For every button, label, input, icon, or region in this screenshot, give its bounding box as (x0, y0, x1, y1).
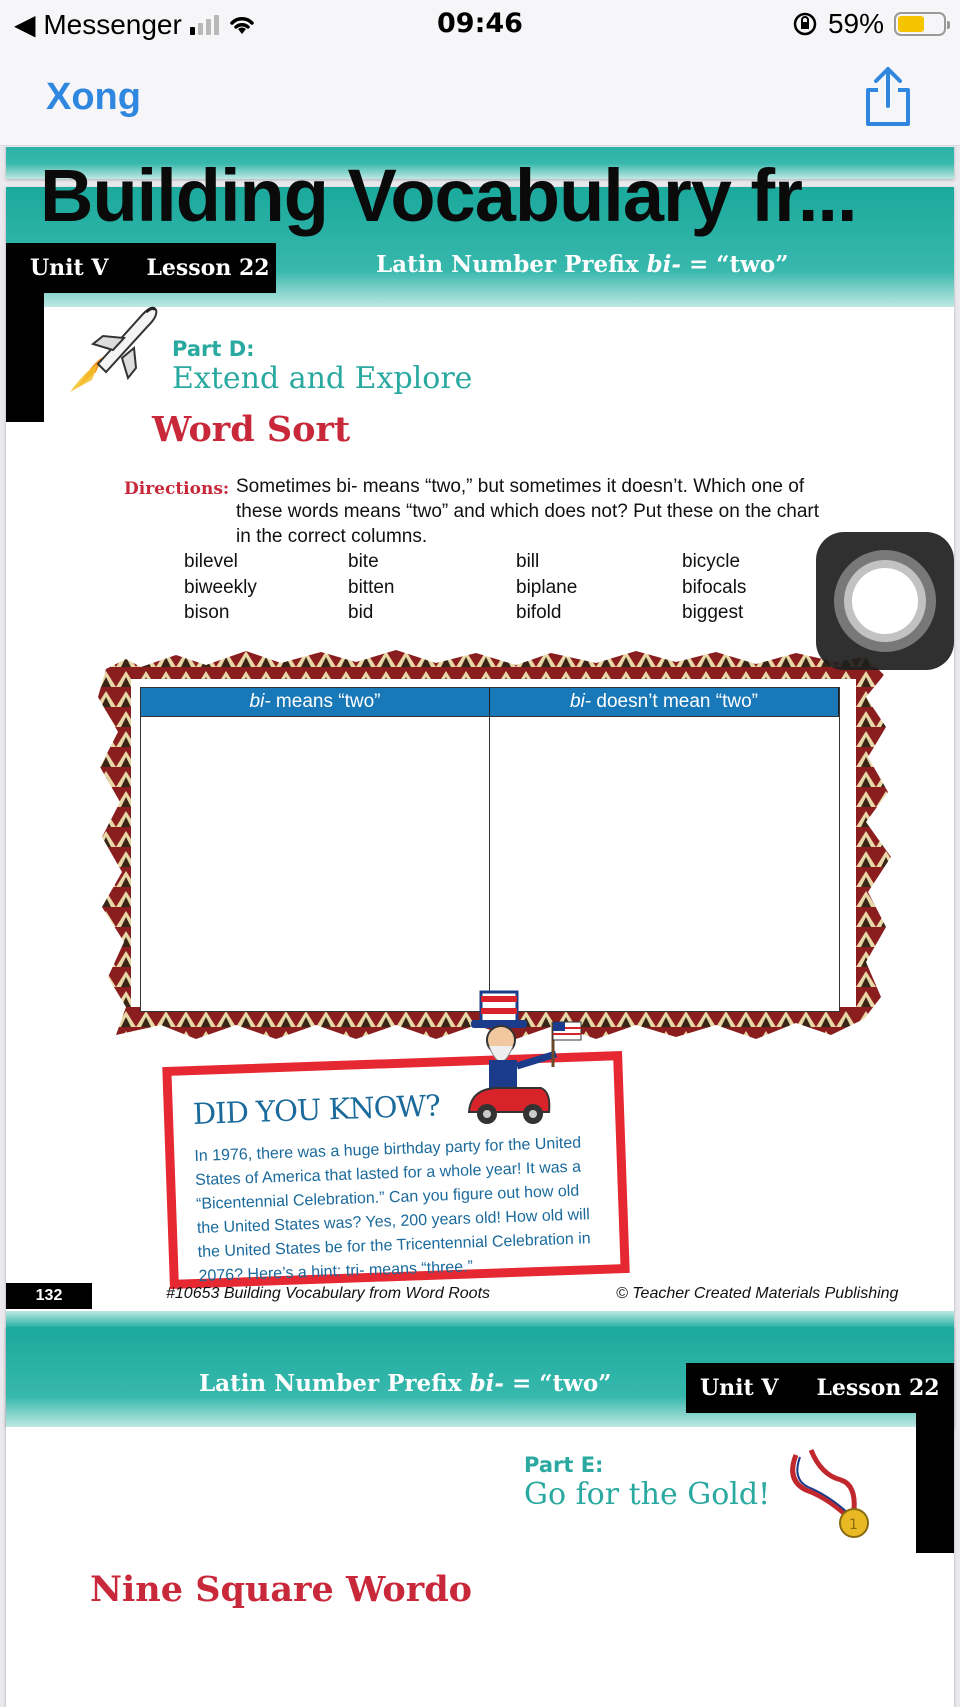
not-two-column[interactable] (490, 716, 839, 1011)
gold-medal-icon (776, 1435, 886, 1545)
column-header-means-two: bi- means “two” (141, 688, 490, 716)
battery-percent: 59% (827, 8, 884, 39)
back-app-label[interactable]: ◀ Messenger (14, 9, 182, 40)
unit-label: Unit V (30, 255, 109, 281)
space-shuttle-icon (58, 292, 168, 402)
word-item: biplane (516, 577, 578, 598)
unit-lesson-box (6, 243, 276, 293)
column-header-not-two: bi- doesn’t mean “two” (490, 688, 839, 716)
right-black-bar (916, 1413, 954, 1553)
left-black-bar (6, 292, 44, 422)
document-viewer[interactable] (0, 147, 960, 1707)
word-sort-chart (140, 687, 840, 1012)
status-time: 09:46 (437, 8, 523, 39)
part-subtitle: Go for the Gold! (524, 1477, 771, 1512)
page-number: 132 (6, 1283, 92, 1309)
did-you-know-title: DID YOU KNOW? (192, 1088, 441, 1132)
lesson-title: Latin Number Prefix bi- = “two” (376, 251, 789, 278)
worksheet-page (6, 187, 954, 1427)
lesson-label: Lesson 22 (146, 255, 270, 281)
word-item: biweekly (184, 577, 257, 598)
assistive-touch-button[interactable] (816, 532, 954, 670)
status-bar (0, 0, 960, 50)
word-item: biggest (682, 602, 744, 623)
word-item: bilevel (184, 551, 238, 572)
svg-text:1: 1 (849, 1517, 858, 1533)
means-two-column[interactable] (141, 716, 490, 1011)
unit-lesson-box (686, 1363, 954, 1413)
lesson-title: Latin Number Prefix bi- = “two” (199, 1370, 612, 1397)
directions-label: Directions: (124, 479, 230, 499)
did-you-know-body: In 1976, there was a huge birthday party for the United States of America that lasted for a whole year! It was a “Bicentennial Celebration.” Can you figure out how old the United States was? Yes, 200 years old! How old will the United States be for the Tricentennial Celebration in 2076? Here’s a hint: tri- means “three.” (194, 1134, 591, 1285)
word-item: bid (348, 602, 374, 623)
word-item: bite (348, 551, 379, 572)
part-label: Part D: (172, 337, 255, 361)
nav-bar (0, 50, 960, 146)
word-item: bicycle (682, 551, 741, 572)
part-subtitle: Extend and Explore (172, 361, 473, 396)
section-title: Word Sort (152, 409, 351, 450)
share-icon[interactable] (862, 66, 914, 128)
word-item: bill (516, 551, 540, 572)
lesson-label: Lesson 22 (816, 1375, 940, 1401)
uncle-sam-illustration (461, 982, 596, 1132)
word-item: bison (184, 602, 230, 623)
word-item: bifocals (682, 577, 747, 598)
unit-label: Unit V (700, 1375, 779, 1401)
orientation-lock-icon (792, 11, 818, 37)
footer-book-title: #10653 Building Vocabulary from Word Roots (166, 1285, 491, 1302)
part-label: Part E: (524, 1453, 604, 1477)
done-button[interactable]: Xong (46, 76, 141, 118)
footer-publisher: © Teacher Created Materials Publishing (616, 1285, 899, 1302)
word-item: bitten (348, 577, 395, 598)
section-title: Nine Square Wordo (90, 1569, 473, 1610)
battery-icon (894, 12, 946, 36)
document-title: Building Vocabulary fr... (40, 154, 857, 237)
next-worksheet-page (6, 1327, 954, 1707)
directions-text: Sometimes bi- means “two,” but sometimes it doesn’t. Which one of these words means “two” and which does not? Put these on the chart in the correct columns. (236, 476, 819, 547)
word-item: bifold (516, 602, 562, 623)
